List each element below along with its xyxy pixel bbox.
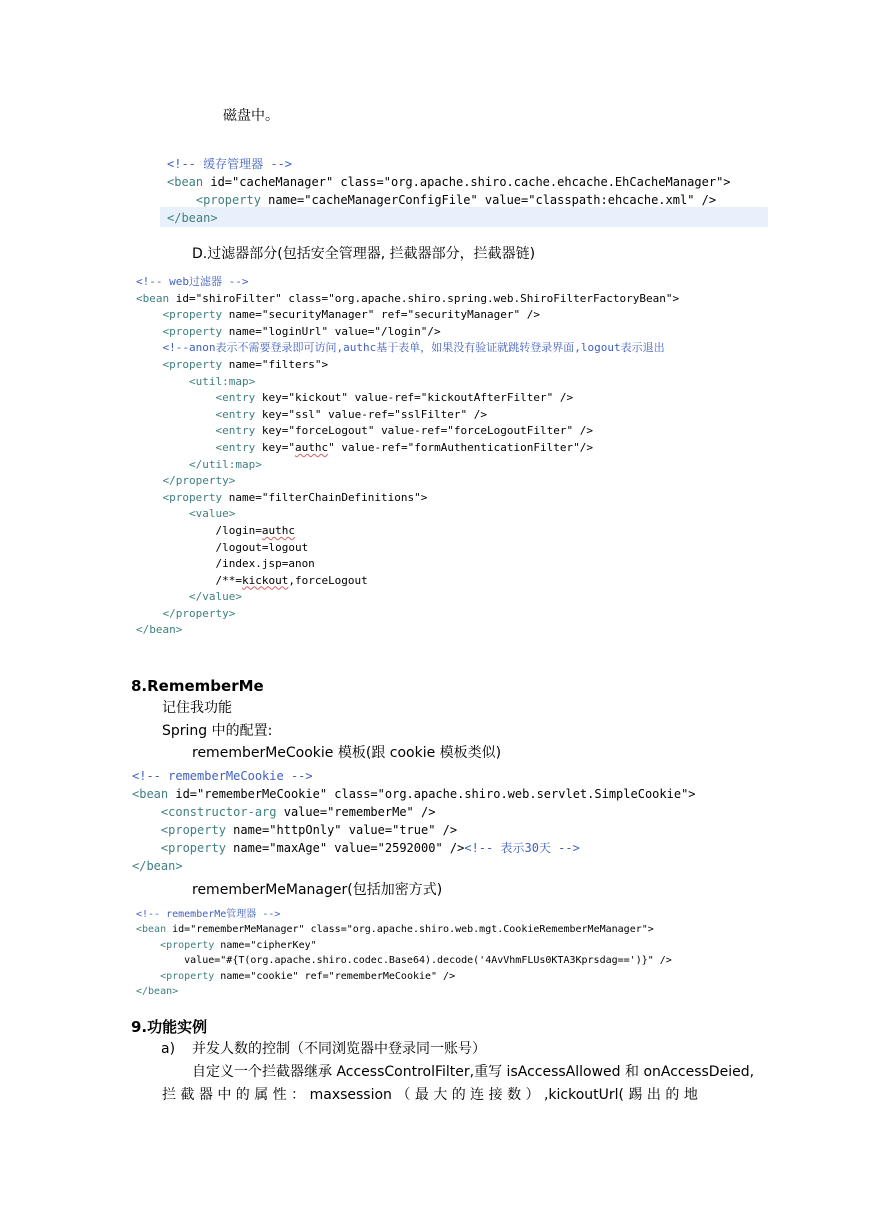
code-line: <property name="httpOnly" value="true" />: [160, 823, 458, 837]
paragraph-spring-config: Spring 中的配置:: [162, 723, 273, 739]
code-line: <entry key="forceLogout" value-ref="forceLogoutFilter" />: [215, 424, 593, 438]
paragraph-disk: 磁盘中。: [223, 108, 279, 124]
heading-examples: 9.功能实例: [131, 1018, 208, 1036]
code-line: /login=authc: [136, 523, 295, 537]
code-line: /logout=logout: [136, 540, 309, 554]
paragraph-remember-manager: rememberMeManager(包括加密方式): [192, 882, 443, 898]
code-line: <property name="loginUrl" value="/login"/>: [162, 324, 441, 338]
paragraph-body-line2: 拦 截 器 中 的 属 性 ： maxsession （ 最 大 的 连 接 数 ） ,kickoutUrl( 踢 出 的 地: [162, 1087, 698, 1103]
code-line: <property name="cacheManagerConfigFile" value="classpath:ehcache.xml" />: [195, 193, 717, 207]
code-line: <entry key="ssl" value-ref="sslFilter" />: [215, 407, 488, 421]
code-line: </property>: [162, 606, 236, 620]
code-line: value="#{T(org.apache.shiro.codec.Base64).decode('4AvVhmFLUs0KTA3Kprsdag==')}" />: [136, 955, 672, 967]
code-line: /**=kickout,forceLogout: [136, 573, 368, 587]
code-line: <util:map>: [188, 374, 256, 388]
code-line: </bean>: [136, 986, 179, 998]
code-line: <bean id="rememberMeCookie" class="org.apache.shiro.web.servlet.SimpleCookie">: [132, 787, 696, 801]
code-line: <!-- rememberMeCookie -->: [132, 769, 313, 783]
code-line: <entry key="authc" value-ref="formAuthenticationFilter"/>: [215, 440, 594, 454]
list-item-concurrency: 并发人数的控制（不同浏览器中登录同一账号）: [192, 1041, 486, 1057]
remember-me-manager-code: [136, 907, 672, 999]
paragraph-remember-feature: 记住我功能: [162, 700, 232, 716]
code-line: <bean id="shiroFilter" class="org.apache.shiro.spring.web.ShiroFilterFactoryBean">: [136, 291, 680, 305]
code-line: </bean>: [167, 211, 218, 225]
code-line: <property name="securityManager" ref="securityManager" />: [162, 308, 540, 322]
code-line: <!--anon表示不需要登录即可访问,authc基于表单，如果没有验证就跳转登录界面,logout表示退出: [162, 341, 665, 355]
code-line: <property name="maxAge" value="2592000" /><!-- 表示30天 -->: [160, 841, 580, 855]
code-line: <bean id="cacheManager" class="org.apache.shiro.cache.ehcache.EhCacheManager">: [167, 175, 731, 189]
heading-rememberme: 8.RememberMe: [131, 677, 264, 695]
code-line: <property name="cookie" ref="rememberMeCookie" />: [160, 970, 456, 982]
code-line: <property name="filterChainDefinitions">: [162, 490, 428, 504]
code-line: <property name="cipherKey": [160, 939, 317, 951]
code-line: <entry key="kickout" value-ref="kickoutAfterFilter" />: [215, 391, 574, 405]
code-line: <!-- web过滤器 -->: [136, 275, 249, 288]
code-line: </bean>: [136, 623, 183, 637]
code-line: </value>: [188, 590, 242, 604]
cache-manager-code: [167, 155, 731, 227]
list-marker-a: a): [161, 1041, 176, 1057]
remember-me-cookie-code: [132, 767, 696, 875]
paragraph-cookie-template: rememberMeCookie 模板(跟 cookie 模板类似): [192, 745, 502, 761]
paragraph-filter-section: D.过滤器部分(包括安全管理器, 拦截器部分，拦截器链): [192, 246, 536, 262]
code-line: </property>: [162, 474, 236, 488]
code-line: </bean>: [132, 859, 183, 873]
code-line: <constructor-arg value="rememberMe" />: [160, 805, 436, 819]
paragraph-body-line1: 自定义一个拦截器继承 AccessControlFilter,重写 isAccessAllowed 和 onAccessDeied,: [192, 1064, 755, 1080]
code-line: <property name="filters">: [162, 357, 329, 371]
code-line: </util:map>: [188, 457, 262, 471]
code-line: <value>: [188, 507, 236, 521]
code-line: <bean id="rememberMeManager" class="org.apache.shiro.web.mgt.CookieRememberMeManager">: [136, 924, 654, 936]
code-line: /index.jsp=anon: [136, 557, 315, 571]
code-line: <!-- 缓存管理器 -->: [167, 157, 293, 171]
shiro-filter-code: [136, 274, 679, 639]
code-line: <!-- rememberMe管理器 -->: [136, 909, 281, 920]
